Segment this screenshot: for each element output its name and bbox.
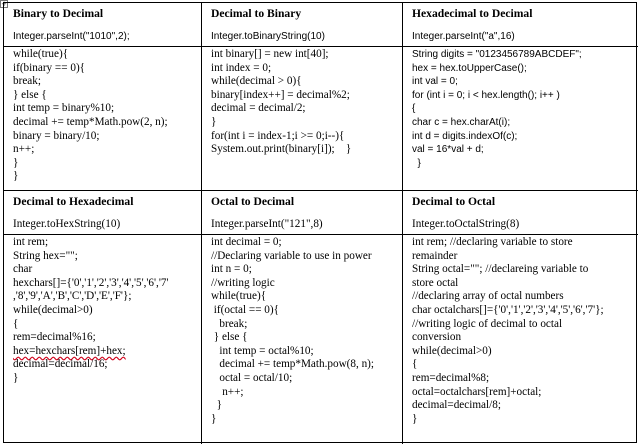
code-line: //writing logic <box>211 276 275 289</box>
code-line: while(decimal > 0){ <box>211 75 302 88</box>
code-line: for(int i = index-1;i >= 0;i--){ <box>211 129 345 142</box>
code-line: while(decimal>0) <box>13 303 93 316</box>
code-line: rem=decimal%16; <box>13 331 96 344</box>
code-line: hexchars[]={'0','1','2','3','4','5','6','7' <box>13 276 169 289</box>
code-line: int index = 0; <box>211 61 272 74</box>
code-line: } <box>211 399 222 412</box>
code-line: for (int i = 0; i < hex.length(); i++ ) <box>412 89 560 101</box>
table-move-handle[interactable]: + <box>1 0 7 8</box>
code-line: String digits = "0123456789ABCDEF"; <box>412 49 582 60</box>
cell-title: Hexadecimal to Decimal <box>412 7 533 20</box>
code-line: while(true){ <box>13 48 69 60</box>
code-block <box>4 234 201 386</box>
code-line: } <box>412 157 421 169</box>
code-line: } <box>13 170 19 183</box>
code-line-spellcheck: hex=hexchars[rem]+hex; <box>13 344 126 357</box>
cell-title: Octal to Decimal <box>211 195 295 208</box>
cell-title: Decimal to Binary <box>211 7 302 20</box>
code-block <box>403 46 638 170</box>
code-line: decimal=decimal/8; <box>412 399 501 412</box>
code-line: } <box>13 156 19 169</box>
code-line: decimal += temp*Math.pow(2, n); <box>13 115 168 128</box>
code-block <box>4 46 201 184</box>
code-line: int rem; <box>13 236 49 248</box>
code-line: } <box>13 371 19 384</box>
cell-title: Binary to Decimal <box>13 7 104 20</box>
code-line: octal = octal/10; <box>211 371 293 384</box>
code-line: int temp = binary%10; <box>13 102 115 115</box>
code-line: System.out.print(binary[i]); } <box>211 143 352 156</box>
cell-title: Decimal to Hexadecimal <box>13 195 134 208</box>
cell-decimal-to-hexadecimal <box>4 191 202 444</box>
code-line: int d = digits.indexOf(c); <box>412 130 518 142</box>
code-line: break; <box>13 75 41 88</box>
code-line: } <box>412 412 418 425</box>
code-line: { <box>13 317 19 330</box>
code-line: int rem; //declaring variable to store <box>412 236 573 248</box>
code-line: int binary[] = new int[40]; <box>211 48 329 60</box>
code-line: String octal=""; //declareing variable to <box>412 263 589 276</box>
code-line: binary[index++] = decimal%2; <box>211 88 350 101</box>
code-line: while(decimal>0) <box>412 344 492 357</box>
cell-method: Integer.toBinaryString(10) <box>211 31 325 42</box>
code-line: binary = binary/10; <box>13 129 100 142</box>
code-line: n++; <box>13 143 35 156</box>
code-line: { <box>412 103 416 115</box>
code-line: String hex=""; <box>13 249 78 262</box>
code-line: //declaring array of octal numbers <box>412 290 564 303</box>
code-line: store octal <box>412 276 459 289</box>
cell-octal-to-decimal <box>202 191 403 444</box>
code-line: decimal=decimal/16; <box>13 358 108 371</box>
code-line: { <box>412 358 418 371</box>
code-line: decimal += temp*Math.pow(8, n); <box>211 358 374 371</box>
code-line: conversion <box>412 331 462 344</box>
cell-title: Decimal to Octal <box>412 195 496 208</box>
code-line: } <box>211 115 217 128</box>
code-line: int decimal = 0; <box>211 236 282 248</box>
code-line: int val = 0; <box>412 76 458 88</box>
code-line: hex = hex.toUpperCase(); <box>412 62 527 74</box>
code-line: ,'8','9','A','B','C','D','E','F'}; <box>13 290 132 303</box>
code-line: } else { <box>13 88 47 101</box>
code-line: decimal = decimal/2; <box>211 102 306 115</box>
code-line: //Declaring variable to use in power <box>211 249 372 262</box>
code-line: while(true){ <box>211 290 267 303</box>
cell-method: Integer.parseInt("121",8) <box>211 218 323 230</box>
code-line: char c = hex.charAt(i); <box>412 116 511 128</box>
code-line: int temp = octal%10; <box>211 344 314 357</box>
code-line: break; <box>211 317 248 330</box>
cell-decimal-to-binary <box>202 3 403 191</box>
cell-method: Integer.parseInt("1010",2); <box>13 31 130 42</box>
code-line: if(octal == 0){ <box>211 303 279 316</box>
code-line: val = 16*val + d; <box>412 144 484 156</box>
cell-decimal-to-octal <box>403 191 638 444</box>
cell-method: Integer.parseInt("a",16) <box>412 31 515 42</box>
code-line: n++; <box>211 385 244 398</box>
code-line: if(binary == 0){ <box>13 61 86 74</box>
code-block <box>403 234 638 426</box>
code-line: char octalchars[]={'0','1','2','3','4','5','6','7'}; <box>412 303 604 316</box>
cell-method: Integer.toHexString(10) <box>13 218 121 230</box>
code-line: } <box>211 412 217 425</box>
conversion-table <box>3 2 637 443</box>
code-line: remainder <box>412 249 458 262</box>
code-line: char <box>13 263 33 276</box>
code-line: int n = 0; <box>211 263 252 276</box>
code-block <box>202 234 402 426</box>
cell-method: Integer.toOctalString(8) <box>412 218 520 230</box>
code-line: octal=octalchars[rem]+octal; <box>412 385 542 398</box>
cell-hexadecimal-to-decimal <box>403 3 638 191</box>
code-line: rem=decimal%8; <box>412 371 490 384</box>
code-line: } else { <box>211 331 248 344</box>
code-line: //writing logic of decimal to octal <box>412 317 563 330</box>
code-block <box>202 46 402 157</box>
cell-binary-to-decimal <box>4 3 202 191</box>
